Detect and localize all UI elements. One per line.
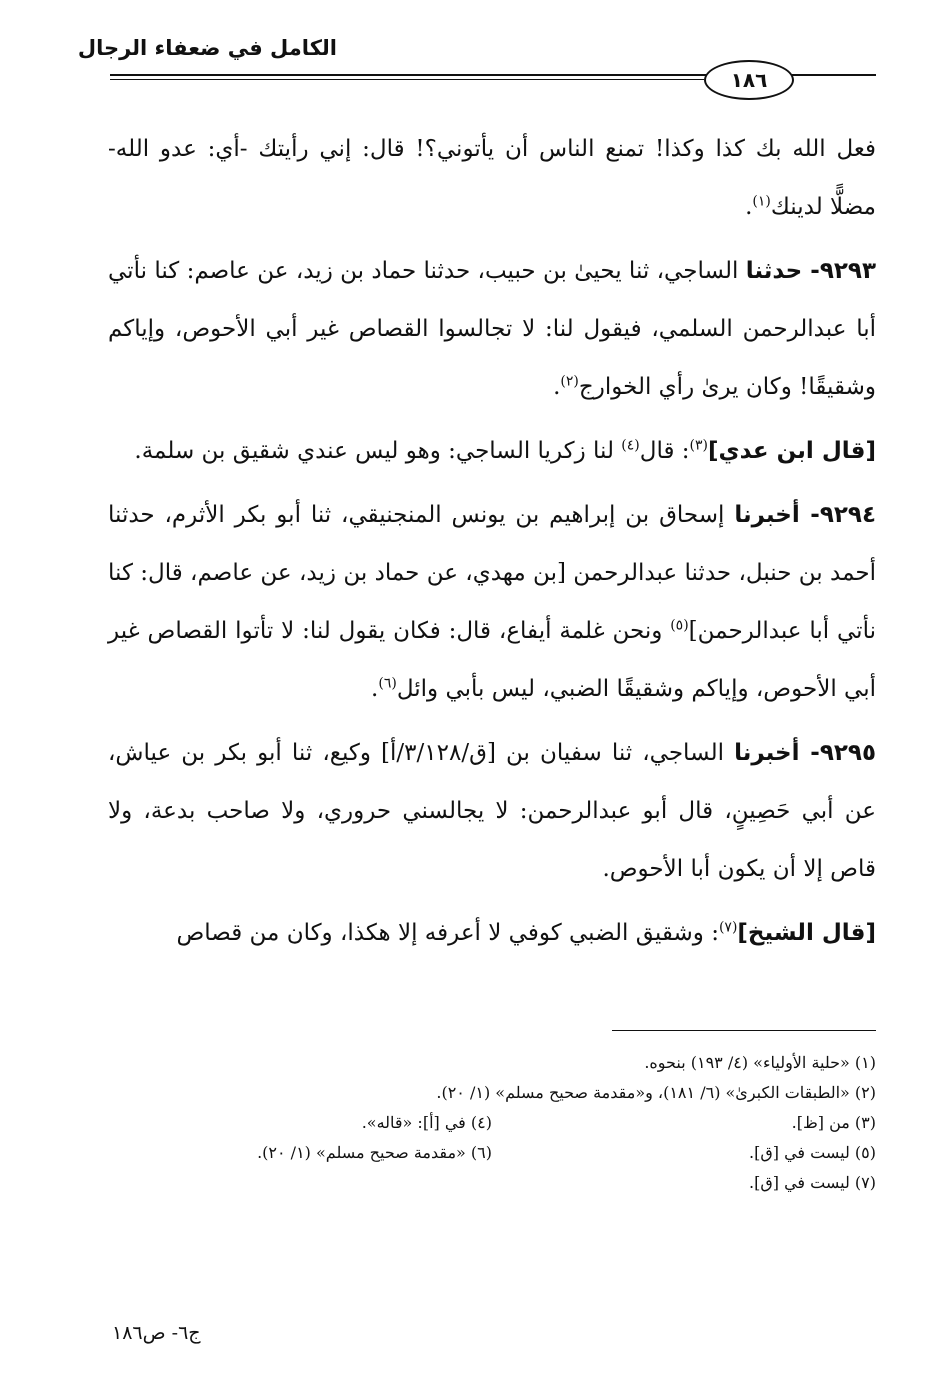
- speaker-label: [قال الشيخ]: [737, 920, 876, 946]
- paragraph-text: : قال: [639, 438, 690, 464]
- commentary-ibn-adi: [108, 422, 876, 480]
- paragraph-text: فعل الله بك كذا وكذا! تمنع الناس أن يأتوني؟! قال: إني رأيتك -أي: عدو الله- مضلًّا لدينك: [108, 136, 876, 220]
- footnote-6: (٦) «مقدمة صحيح مسلم» (١/ ٢٠).: [257, 1143, 492, 1162]
- paragraph-text: ونحن غلمة أيفاع، قال: فكان يقول لنا: لا تأتوا القصاص غير أبي الأحوص، وإياكم وشقيقًا الضبي، ليس بأبي وائل: [108, 618, 876, 702]
- main-text: [108, 120, 876, 968]
- footnote-4: (٤) في [أ]: «قاله».: [361, 1113, 492, 1132]
- footnote-row: [108, 1108, 876, 1138]
- paragraph-1: [108, 120, 876, 236]
- paragraph-text: لنا زكريا الساجي: وهو ليس عندي شقيق بن سلمة.: [134, 438, 622, 464]
- hadith-9295: [108, 724, 876, 898]
- paragraph-text: إسحاق بن إبراهيم بن يونس المنجنيقي، ثنا أبو بكر الأثرم، حدثنا أحمد بن حنبل، حدثنا عبدالرحمن [بن مهدي، عن حماد بن زيد، عن عاصم، قال: كنا نأتي أبا عبدالرحمن]: [108, 502, 876, 644]
- footnote-ref: (٣): [689, 437, 708, 454]
- running-header-title: الكامل في ضعفاء الرجال: [77, 36, 337, 60]
- footnotes: [108, 1048, 876, 1198]
- footnote-ref: (٥): [670, 617, 689, 634]
- paragraph-end: .: [553, 374, 561, 400]
- paragraph-text: الساجي، ثنا سفيان بن [ق/٣/١٢٨/أ] وكيع، ثنا أبو بكر بن عياش، عن أبي حَصِينٍ، قال أبو عبدالرحمن: لا يجالسني حروري، ولا صاحب بدعة، ولا قاص إلا أن يكون أبا الأحوص.: [108, 740, 876, 882]
- footnote-1: (١) «حلية الأولياء» (٤/ ١٩٣) بنحوه.: [644, 1053, 876, 1072]
- paragraph-text: الساجي، ثنا يحيىٰ بن حبيب، حدثنا حماد بن زيد، عن عاصم: كنا نأتي أبا عبدالرحمن السلمي، فيقول لنا: لا تجالسوا القصاص غير أبي الأحوص، وإياكم وشقيقًا! وكان يرىٰ رأي الخوارج: [108, 258, 876, 400]
- footnote-ref: (١): [752, 193, 771, 210]
- paragraph-end: .: [745, 194, 753, 220]
- footnote-row: [108, 1138, 876, 1168]
- page-number-badge: ١٨٦: [704, 60, 794, 100]
- footnote-3: (٣) من [ظ].: [791, 1113, 876, 1132]
- hadith-9294: [108, 486, 876, 718]
- volume-page-reference: ج٦- ص١٨٦: [112, 1322, 201, 1344]
- footnote-7: (٧) ليست في [ق].: [749, 1173, 876, 1192]
- footnote-ref: (٦): [378, 675, 397, 692]
- paragraph-end: .: [371, 676, 379, 702]
- footnote-2: (٢) «الطبقات الكبرىٰ» (٦/ ١٨١)، و«مقدمة صحيح مسلم» (١/ ٢٠).: [436, 1083, 876, 1102]
- commentary-sheikh: [108, 904, 876, 962]
- footnote-ref: (٢): [560, 373, 579, 390]
- paragraph-text: : وشقيق الضبي كوفي لا أعرفه إلا هكذا، وكان من قصاص: [176, 920, 719, 946]
- footnote-ref: (٤): [621, 437, 640, 454]
- footnote-5: (٥) ليست في [ق].: [749, 1143, 876, 1162]
- footnote-separator: [612, 1030, 876, 1031]
- hadith-9293: [108, 242, 876, 416]
- hadith-number: ٩٢٩٤- أخبرنا: [734, 502, 877, 528]
- footnote-ref: (٧): [718, 919, 738, 936]
- hadith-number: ٩٢٩٣- حدثنا: [745, 258, 876, 284]
- speaker-label: [قال ابن عدي]: [708, 438, 876, 464]
- header-rule-thin: [110, 79, 704, 80]
- hadith-number: ٩٢٩٥- أخبرنا: [734, 740, 876, 766]
